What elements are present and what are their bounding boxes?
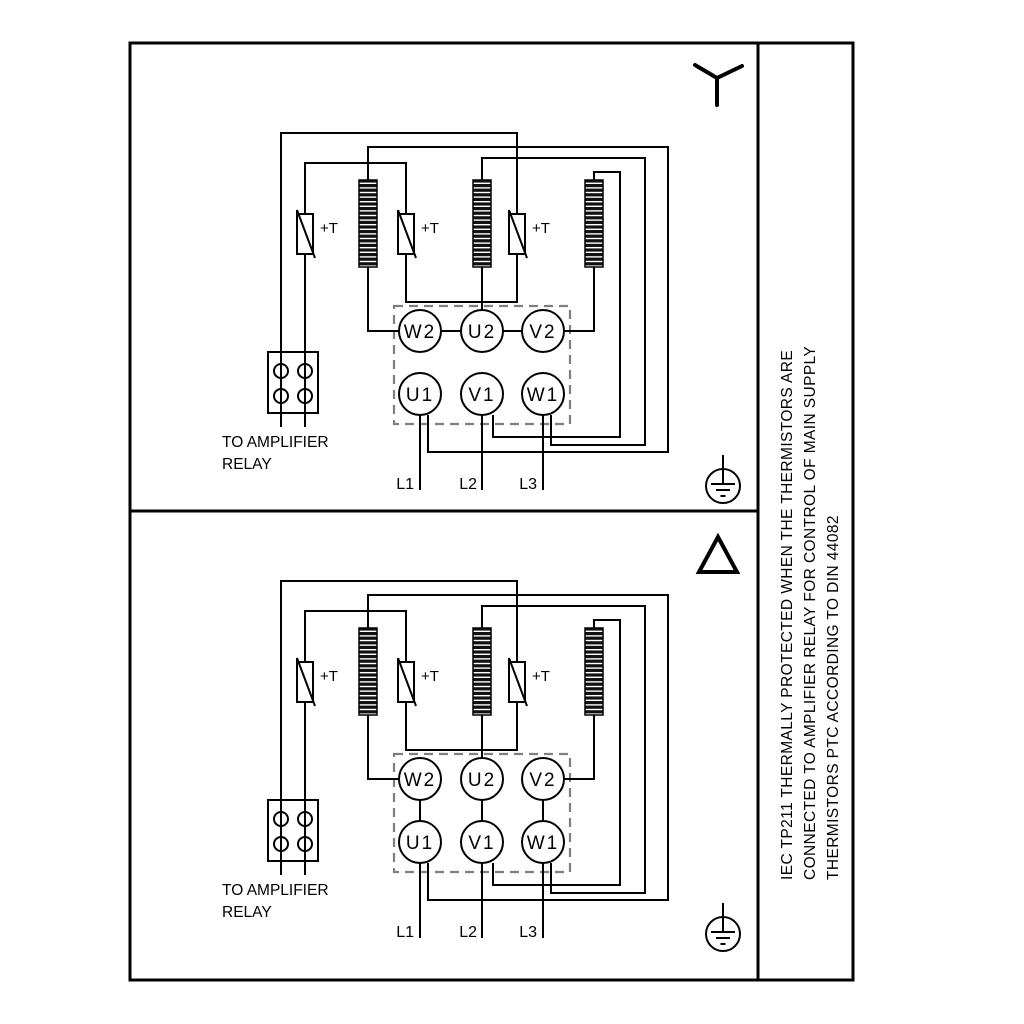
side-note-line-1: IEC TP211 THERMALLY PROTECTED WHEN THE THERMISTORS ARE [779, 349, 796, 880]
terminal-v1 [461, 373, 503, 415]
terminal-u1 [399, 373, 441, 415]
terminal-w1 [522, 821, 564, 863]
earth-ground-icon [706, 903, 740, 951]
relay-box [268, 352, 318, 413]
earth-ground-icon [706, 455, 740, 503]
winding-coil-3 [585, 628, 603, 715]
amplifier-relay-terminals [268, 352, 318, 413]
terminal-label: U2 [467, 322, 497, 343]
amplifier-relay-terminals [268, 800, 318, 861]
panel-delta-connection [222, 537, 740, 951]
terminal-v2 [522, 758, 564, 800]
motor-windings [359, 180, 603, 267]
thermistor-2 [398, 658, 439, 706]
thermistor-label: +T [421, 220, 439, 237]
terminal-w2 [399, 758, 441, 800]
supply-label-l3: L3 [519, 924, 537, 941]
terminal-label: V1 [468, 833, 496, 854]
motor-windings [359, 628, 603, 715]
terminal-u2 [461, 310, 503, 352]
thermistor-label: +T [320, 220, 338, 237]
terminal-w2 [399, 310, 441, 352]
terminal-label: W1 [526, 833, 560, 854]
terminal-u1 [399, 821, 441, 863]
wire [564, 715, 594, 779]
supply-label-l1: L1 [396, 476, 414, 493]
winding-coil-1 [359, 180, 377, 267]
terminal-label: U1 [405, 833, 435, 854]
terminal-w1 [522, 373, 564, 415]
wire [564, 267, 594, 331]
side-note-line-3: THERMISTORS PTC ACCORDING TO DIN 44082 [825, 515, 842, 880]
winding-coil-2 [473, 180, 491, 267]
relay-caption-line1: TO AMPLIFIER [222, 434, 329, 451]
delta-icon [699, 537, 737, 572]
terminal-label: W2 [403, 770, 437, 791]
winding-coil-2 [473, 628, 491, 715]
relay-caption-line2: RELAY [222, 456, 272, 473]
wire [406, 702, 517, 750]
wire [305, 163, 406, 214]
supply-label-l2: L2 [459, 924, 477, 941]
terminal-block [399, 310, 564, 415]
terminal-v1 [461, 821, 503, 863]
thermistor-label: +T [421, 668, 439, 685]
thermistor-3 [509, 210, 550, 258]
terminal-label: V1 [468, 385, 496, 406]
terminal-label: V2 [529, 322, 557, 343]
thermistor-2 [398, 210, 439, 258]
terminal-label: W2 [403, 322, 437, 343]
panel-star-connection [222, 65, 742, 503]
terminal-v2 [522, 310, 564, 352]
relay-caption-line1: TO AMPLIFIER [222, 882, 329, 899]
wire [406, 254, 517, 302]
terminal-label: U1 [405, 385, 435, 406]
thermistor-3 [509, 658, 550, 706]
thermistor-label: +T [532, 668, 550, 685]
supply-label-l1: L1 [396, 924, 414, 941]
side-note [779, 346, 842, 880]
thermistor-1 [297, 210, 338, 258]
relay-box [268, 800, 318, 861]
thermistor-label: +T [320, 668, 338, 685]
terminal-label: W1 [526, 385, 560, 406]
side-note-line-2: CONNECTED TO AMPLIFIER RELAY FOR CONTROL OF MAIN SUPPLY [802, 345, 819, 880]
winding-coil-3 [585, 180, 603, 267]
thermistor-1 [297, 658, 338, 706]
relay-caption-line2: RELAY [222, 904, 272, 921]
supply-label-l3: L3 [519, 476, 537, 493]
terminal-label: V2 [529, 770, 557, 791]
terminal-u2 [461, 758, 503, 800]
terminal-label: U2 [467, 770, 497, 791]
winding-coil-1 [359, 628, 377, 715]
thermistor-label: +T [532, 220, 550, 237]
supply-label-l2: L2 [459, 476, 477, 493]
wire [305, 611, 406, 662]
star-icon [695, 65, 742, 105]
